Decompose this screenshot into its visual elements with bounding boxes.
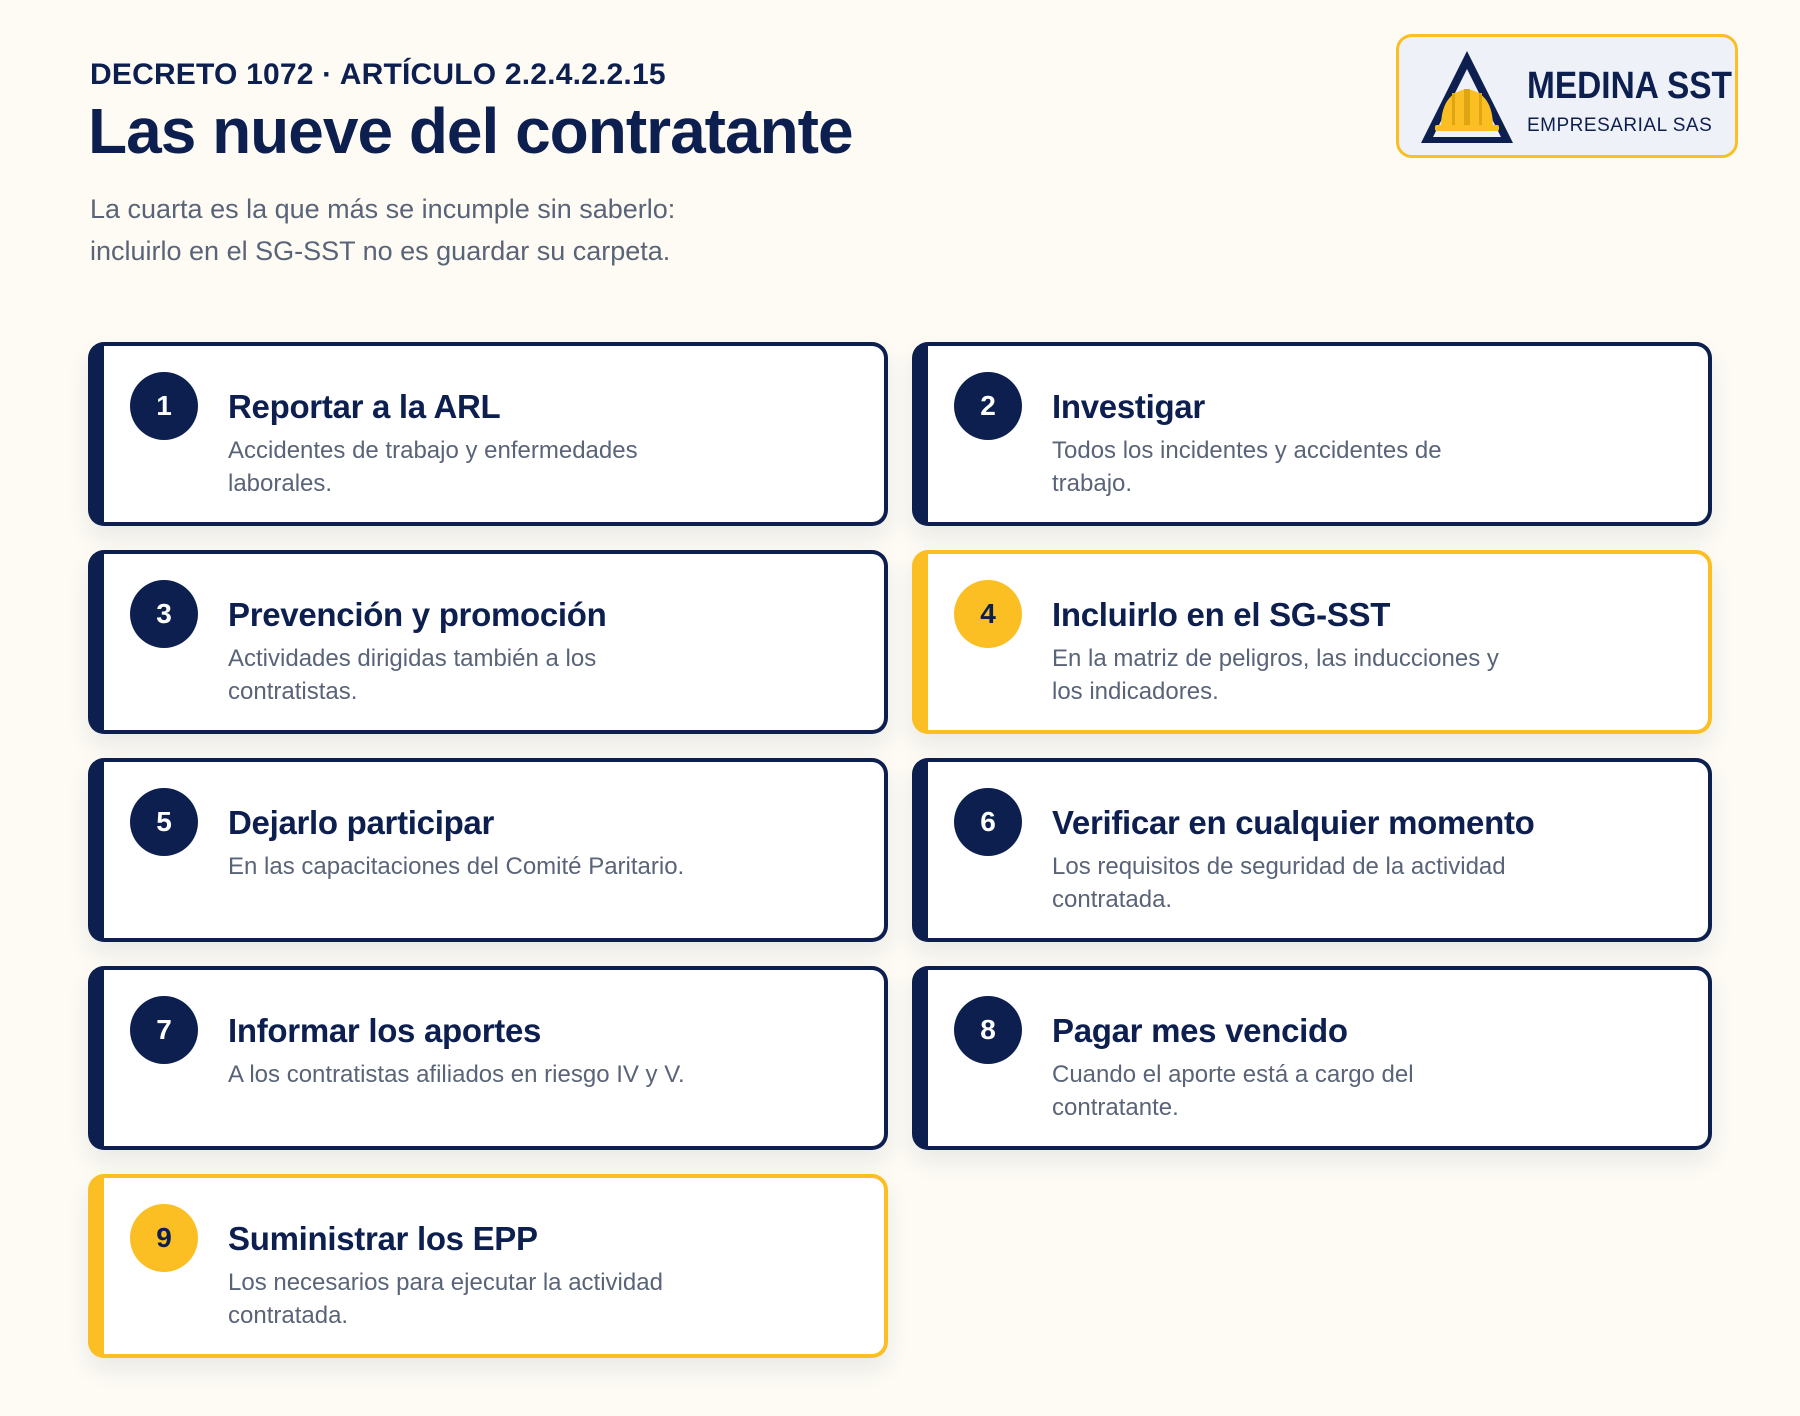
obligation-number-badge: 5 [130, 788, 198, 856]
page-title: Las nueve del contratante [88, 95, 853, 167]
obligation-card [912, 758, 1712, 942]
obligation-number-badge: 9 [130, 1204, 198, 1272]
page-subtitle [90, 188, 850, 272]
obligation-number-badge: 3 [130, 580, 198, 648]
obligation-title: Prevención y promoción [228, 596, 607, 633]
obligation-title: Suministrar los EPP [228, 1220, 538, 1257]
obligation-number-badge: 6 [954, 788, 1022, 856]
decree-reference: DECRETO 1072 · ARTÍCULO 2.2.4.2.2.15 [90, 58, 666, 91]
company-logo [1396, 34, 1738, 158]
obligation-description: Los necesarios para ejecutar la actividad contratada. [228, 1269, 663, 1329]
obligation-number-badge: 7 [130, 996, 198, 1064]
subtitle-line-1: La cuarta es la que más se incumple sin saberlo: [90, 194, 676, 224]
obligation-number-badge: 8 [954, 996, 1022, 1064]
obligation-card [88, 966, 888, 1150]
logo-subtitle: EMPRESARIAL SAS [1527, 115, 1713, 136]
obligation-number-badge: 1 [130, 372, 198, 440]
obligations-grid [88, 342, 1712, 1358]
obligation-number-badge: 2 [954, 372, 1022, 440]
obligation-card [88, 342, 888, 526]
obligation-card [912, 550, 1712, 734]
obligation-card [88, 758, 888, 942]
subtitle-line-2: incluirlo en el SG-SST no es guardar su carpeta. [90, 236, 671, 266]
obligation-description: En la matriz de peligros, las inducciones y los indicadores. [1052, 645, 1499, 705]
obligation-description: A los contratistas afiliados en riesgo IV y V. [228, 1061, 685, 1088]
obligation-title: Dejarlo participar [228, 804, 495, 841]
obligation-title: Informar los aportes [228, 1012, 542, 1049]
obligation-description: Actividades dirigidas también a los contratistas. [228, 645, 597, 705]
logo-name: MEDINA SST [1527, 65, 1732, 107]
obligation-title: Investigar [1052, 388, 1205, 425]
obligation-title: Reportar a la ARL [228, 388, 501, 425]
obligation-card [912, 966, 1712, 1150]
obligation-description: En las capacitaciones del Comité Paritario. [228, 853, 685, 880]
obligation-description: Todos los incidentes y accidentes de trabajo. [1052, 437, 1442, 497]
obligation-title: Incluirlo en el SG-SST [1052, 596, 1391, 633]
obligation-title: Verificar en cualquier momento [1052, 804, 1535, 841]
obligation-card [912, 342, 1712, 526]
obligation-description: Los requisitos de seguridad de la actividad contratada. [1052, 853, 1506, 913]
obligation-description: Cuando el aporte está a cargo del contratante. [1052, 1061, 1414, 1121]
helmet-triangle-logo-icon [1419, 49, 1515, 149]
obligation-number-badge: 4 [954, 580, 1022, 648]
obligation-card [88, 1174, 888, 1358]
obligation-description: Accidentes de trabajo y enfermedades laborales. [228, 437, 638, 497]
obligation-card [88, 550, 888, 734]
obligation-title: Pagar mes vencido [1052, 1012, 1348, 1049]
